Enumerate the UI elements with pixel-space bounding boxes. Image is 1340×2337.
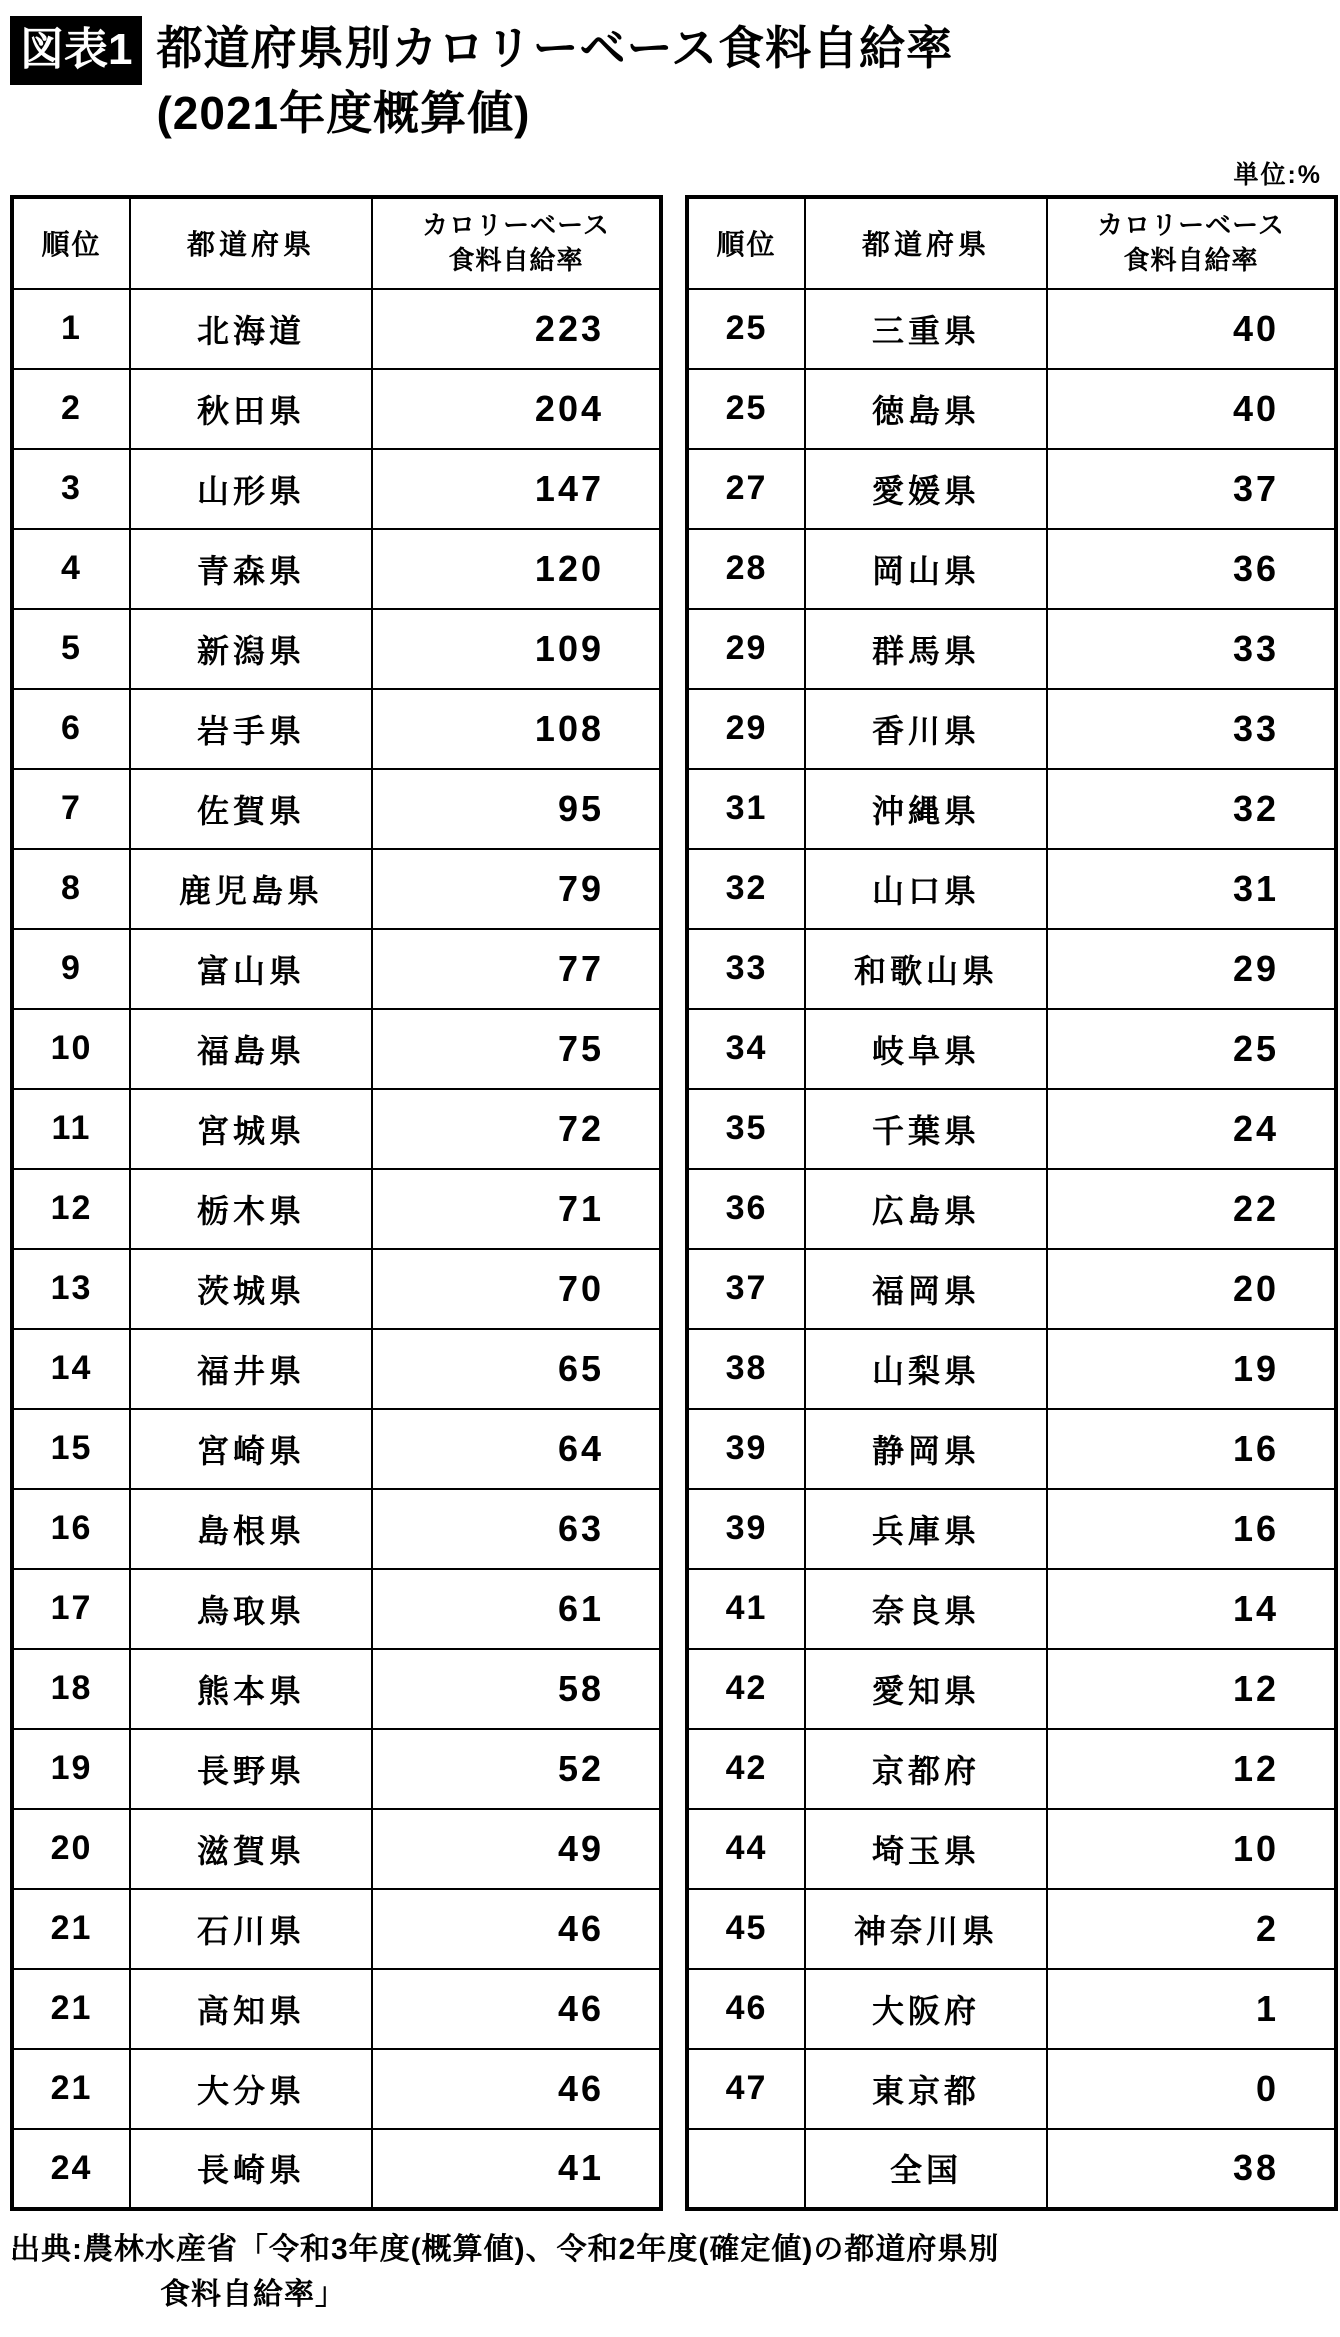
cell-prefecture: 秋田県 xyxy=(130,369,372,449)
cell-value: 37 xyxy=(1047,449,1336,529)
table-row xyxy=(687,1169,1336,1249)
source-line1: 出典:農林水産省「令和3年度(概算値)、令和2年度(確定値)の都道府県別 xyxy=(10,2232,1000,2266)
cell-value: 16 xyxy=(1047,1409,1336,1489)
cell-prefecture: 全国 xyxy=(805,2129,1047,2209)
header-value-line1: カロリーベース xyxy=(1097,210,1285,241)
cell-rank: 46 xyxy=(687,1969,805,2049)
cell-value: 46 xyxy=(372,1889,661,1969)
cell-value: 40 xyxy=(1047,289,1336,369)
cell-prefecture: 兵庫県 xyxy=(805,1489,1047,1569)
table-row xyxy=(687,769,1336,849)
figure-number-badge: 図表1 xyxy=(10,16,142,85)
cell-rank: 27 xyxy=(687,449,805,529)
cell-value: 36 xyxy=(1047,529,1336,609)
cell-value: 10 xyxy=(1047,1809,1336,1889)
cell-value: 61 xyxy=(372,1569,661,1649)
cell-rank: 24 xyxy=(12,2129,130,2209)
cell-rank: 21 xyxy=(12,1969,130,2049)
header-row xyxy=(12,197,661,289)
cell-rank: 47 xyxy=(687,2049,805,2129)
cell-prefecture: 神奈川県 xyxy=(805,1889,1047,1969)
table-row xyxy=(687,1889,1336,1969)
cell-prefecture: 鹿児島県 xyxy=(130,849,372,929)
cell-prefecture: 大分県 xyxy=(130,2049,372,2129)
header-value-line2: 食料自給率 xyxy=(448,245,584,276)
cell-rank: 17 xyxy=(12,1569,130,1649)
cell-prefecture: 岐阜県 xyxy=(805,1009,1047,1089)
cell-value: 12 xyxy=(1047,1649,1336,1729)
cell-rank: 5 xyxy=(12,609,130,689)
cell-rank: 8 xyxy=(12,849,130,929)
cell-prefecture: 福井県 xyxy=(130,1329,372,1409)
cell-rank: 29 xyxy=(687,689,805,769)
table-row xyxy=(687,1809,1336,1889)
cell-rank: 14 xyxy=(12,1329,130,1409)
cell-value: 65 xyxy=(372,1329,661,1409)
header-rank: 順位 xyxy=(687,197,805,289)
table-row xyxy=(12,1889,661,1969)
table-row xyxy=(12,449,661,529)
cell-value: 64 xyxy=(372,1409,661,1489)
table-row xyxy=(12,369,661,449)
cell-prefecture: 山梨県 xyxy=(805,1329,1047,1409)
cell-prefecture: 東京都 xyxy=(805,2049,1047,2129)
cell-value: 40 xyxy=(1047,369,1336,449)
cell-prefecture: 岩手県 xyxy=(130,689,372,769)
cell-rank: 15 xyxy=(12,1409,130,1489)
source-note xyxy=(10,2227,1330,2317)
cell-rank: 16 xyxy=(12,1489,130,1569)
table-row xyxy=(687,1969,1336,2049)
cell-prefecture: 三重県 xyxy=(805,289,1047,369)
cell-rank: 25 xyxy=(687,289,805,369)
cell-rank: 35 xyxy=(687,1089,805,1169)
cell-prefecture: 奈良県 xyxy=(805,1569,1047,1649)
cell-prefecture: 京都府 xyxy=(805,1729,1047,1809)
table-row xyxy=(12,2049,661,2129)
cell-prefecture: 岡山県 xyxy=(805,529,1047,609)
cell-prefecture: 鳥取県 xyxy=(130,1569,372,1649)
cell-value: 108 xyxy=(372,689,661,769)
header-rank: 順位 xyxy=(12,197,130,289)
cell-value: 52 xyxy=(372,1729,661,1809)
table-row xyxy=(687,1649,1336,1729)
table-row xyxy=(12,1009,661,1089)
table-row xyxy=(12,1809,661,1889)
cell-value: 32 xyxy=(1047,769,1336,849)
cell-rank: 39 xyxy=(687,1489,805,1569)
cell-prefecture: 高知県 xyxy=(130,1969,372,2049)
cell-value: 46 xyxy=(372,1969,661,2049)
table-row xyxy=(687,2049,1336,2129)
cell-value: 31 xyxy=(1047,849,1336,929)
cell-value: 49 xyxy=(372,1809,661,1889)
cell-value: 79 xyxy=(372,849,661,929)
cell-rank: 3 xyxy=(12,449,130,529)
cell-prefecture: 佐賀県 xyxy=(130,769,372,849)
cell-rank: 19 xyxy=(12,1729,130,1809)
cell-rank: 21 xyxy=(12,1889,130,1969)
cell-value: 14 xyxy=(1047,1569,1336,1649)
cell-value: 95 xyxy=(372,769,661,849)
table-row xyxy=(687,1409,1336,1489)
table-row xyxy=(12,1569,661,1649)
cell-value: 63 xyxy=(372,1489,661,1569)
cell-prefecture: 長野県 xyxy=(130,1729,372,1809)
cell-rank: 42 xyxy=(687,1729,805,1809)
table-row xyxy=(12,1729,661,1809)
cell-rank: 11 xyxy=(12,1089,130,1169)
table-row xyxy=(687,1089,1336,1169)
cell-prefecture: 新潟県 xyxy=(130,609,372,689)
cell-value: 29 xyxy=(1047,929,1336,1009)
table-row xyxy=(12,529,661,609)
self-sufficiency-table-right xyxy=(685,195,1338,2211)
cell-prefecture: 千葉県 xyxy=(805,1089,1047,1169)
cell-rank: 28 xyxy=(687,529,805,609)
table-row xyxy=(12,1329,661,1409)
cell-rank: 31 xyxy=(687,769,805,849)
table-row xyxy=(687,609,1336,689)
cell-rank: 41 xyxy=(687,1569,805,1649)
cell-rank: 25 xyxy=(687,369,805,449)
cell-rank: 38 xyxy=(687,1329,805,1409)
cell-value: 46 xyxy=(372,2049,661,2129)
cell-value: 77 xyxy=(372,929,661,1009)
cell-prefecture: 富山県 xyxy=(130,929,372,1009)
cell-prefecture: 和歌山県 xyxy=(805,929,1047,1009)
cell-prefecture: 徳島県 xyxy=(805,369,1047,449)
cell-value: 25 xyxy=(1047,1009,1336,1089)
cell-rank: 33 xyxy=(687,929,805,1009)
table-row xyxy=(687,689,1336,769)
cell-value: 223 xyxy=(372,289,661,369)
cell-rank: 39 xyxy=(687,1409,805,1489)
table-row xyxy=(12,609,661,689)
cell-prefecture: 熊本県 xyxy=(130,1649,372,1729)
table-row xyxy=(12,769,661,849)
table-row xyxy=(687,449,1336,529)
cell-value: 75 xyxy=(372,1009,661,1089)
cell-rank: 42 xyxy=(687,1649,805,1729)
table-row xyxy=(687,1329,1336,1409)
cell-value: 20 xyxy=(1047,1249,1336,1329)
table-row xyxy=(12,1649,661,1729)
cell-rank: 21 xyxy=(12,2049,130,2129)
table-row xyxy=(687,369,1336,449)
header-value xyxy=(372,197,661,289)
cell-rank: 29 xyxy=(687,609,805,689)
cell-value: 22 xyxy=(1047,1169,1336,1249)
cell-prefecture: 愛知県 xyxy=(805,1649,1047,1729)
cell-rank: 20 xyxy=(12,1809,130,1889)
cell-rank: 34 xyxy=(687,1009,805,1089)
cell-prefecture: 宮崎県 xyxy=(130,1409,372,1489)
cell-rank: 9 xyxy=(12,929,130,1009)
cell-value: 19 xyxy=(1047,1329,1336,1409)
table-row xyxy=(687,1729,1336,1809)
cell-value: 2 xyxy=(1047,1889,1336,1969)
cell-rank: 18 xyxy=(12,1649,130,1729)
cell-prefecture: 広島県 xyxy=(805,1169,1047,1249)
page-title xyxy=(156,16,953,147)
cell-rank: 37 xyxy=(687,1249,805,1329)
table-row xyxy=(687,1489,1336,1569)
unit-label: 単位:% xyxy=(1233,160,1322,189)
cell-value: 58 xyxy=(372,1649,661,1729)
table-row xyxy=(687,1249,1336,1329)
table-row xyxy=(12,2129,661,2209)
header-value xyxy=(1047,197,1336,289)
cell-prefecture: 山形県 xyxy=(130,449,372,529)
table-row xyxy=(687,929,1336,1009)
cell-prefecture: 福島県 xyxy=(130,1009,372,1089)
cell-prefecture: 長崎県 xyxy=(130,2129,372,2209)
cell-value: 70 xyxy=(372,1249,661,1329)
cell-rank: 6 xyxy=(12,689,130,769)
cell-value: 33 xyxy=(1047,689,1336,769)
cell-prefecture: 大阪府 xyxy=(805,1969,1047,2049)
cell-prefecture: 埼玉県 xyxy=(805,1809,1047,1889)
cell-value: 38 xyxy=(1047,2129,1336,2209)
cell-value: 71 xyxy=(372,1169,661,1249)
cell-rank xyxy=(687,2129,805,2209)
cell-rank: 4 xyxy=(12,529,130,609)
table-body-left xyxy=(12,289,661,2209)
cell-prefecture: 北海道 xyxy=(130,289,372,369)
header-value-line2: 食料自給率 xyxy=(1123,245,1259,276)
cell-prefecture: 石川県 xyxy=(130,1889,372,1969)
cell-rank: 44 xyxy=(687,1809,805,1889)
cell-value: 204 xyxy=(372,369,661,449)
header-row xyxy=(687,197,1336,289)
cell-rank: 10 xyxy=(12,1009,130,1089)
cell-prefecture: 滋賀県 xyxy=(130,1809,372,1889)
table-row xyxy=(687,529,1336,609)
cell-prefecture: 山口県 xyxy=(805,849,1047,929)
tables-container xyxy=(10,195,1330,2211)
cell-prefecture: 香川県 xyxy=(805,689,1047,769)
table-row xyxy=(12,289,661,369)
table-row xyxy=(687,1009,1336,1089)
table-row xyxy=(687,289,1336,369)
title-block xyxy=(10,16,1330,147)
page-title-line2: (2021年度概算値) xyxy=(156,87,531,140)
cell-prefecture: 愛媛県 xyxy=(805,449,1047,529)
cell-value: 0 xyxy=(1047,2049,1336,2129)
cell-rank: 1 xyxy=(12,289,130,369)
table-row xyxy=(12,929,661,1009)
header-prefecture: 都道府県 xyxy=(130,197,372,289)
cell-value: 41 xyxy=(372,2129,661,2209)
cell-prefecture: 福岡県 xyxy=(805,1249,1047,1329)
table-row xyxy=(12,1169,661,1249)
cell-prefecture: 静岡県 xyxy=(805,1409,1047,1489)
cell-value: 147 xyxy=(372,449,661,529)
cell-prefecture: 群馬県 xyxy=(805,609,1047,689)
cell-prefecture: 茨城県 xyxy=(130,1249,372,1329)
table-row xyxy=(687,849,1336,929)
table-row xyxy=(12,1409,661,1489)
cell-prefecture: 青森県 xyxy=(130,529,372,609)
header-prefecture: 都道府県 xyxy=(805,197,1047,289)
cell-value: 24 xyxy=(1047,1089,1336,1169)
self-sufficiency-table-left xyxy=(10,195,663,2211)
table-row xyxy=(12,1969,661,2049)
cell-rank: 7 xyxy=(12,769,130,849)
cell-value: 1 xyxy=(1047,1969,1336,2049)
cell-value: 12 xyxy=(1047,1729,1336,1809)
cell-value: 109 xyxy=(372,609,661,689)
cell-prefecture: 宮城県 xyxy=(130,1089,372,1169)
table-row xyxy=(12,1489,661,1569)
cell-rank: 36 xyxy=(687,1169,805,1249)
cell-rank: 45 xyxy=(687,1889,805,1969)
cell-prefecture: 栃木県 xyxy=(130,1169,372,1249)
table-row xyxy=(12,1089,661,1169)
source-line2: 食料自給率」 xyxy=(160,2277,346,2311)
cell-rank: 13 xyxy=(12,1249,130,1329)
cell-rank: 12 xyxy=(12,1169,130,1249)
page-title-line1: 都道府県別カロリーベース食料自給率 xyxy=(156,22,954,74)
cell-prefecture: 島根県 xyxy=(130,1489,372,1569)
cell-value: 16 xyxy=(1047,1489,1336,1569)
table-row xyxy=(12,689,661,769)
cell-rank: 32 xyxy=(687,849,805,929)
table-body-right xyxy=(687,289,1336,2209)
table-row xyxy=(687,2129,1336,2209)
cell-value: 120 xyxy=(372,529,661,609)
cell-value: 72 xyxy=(372,1089,661,1169)
table-row xyxy=(687,1569,1336,1649)
cell-rank: 2 xyxy=(12,369,130,449)
cell-prefecture: 沖縄県 xyxy=(805,769,1047,849)
table-row xyxy=(12,849,661,929)
header-value-line1: カロリーベース xyxy=(422,210,610,241)
table-row xyxy=(12,1249,661,1329)
cell-value: 33 xyxy=(1047,609,1336,689)
